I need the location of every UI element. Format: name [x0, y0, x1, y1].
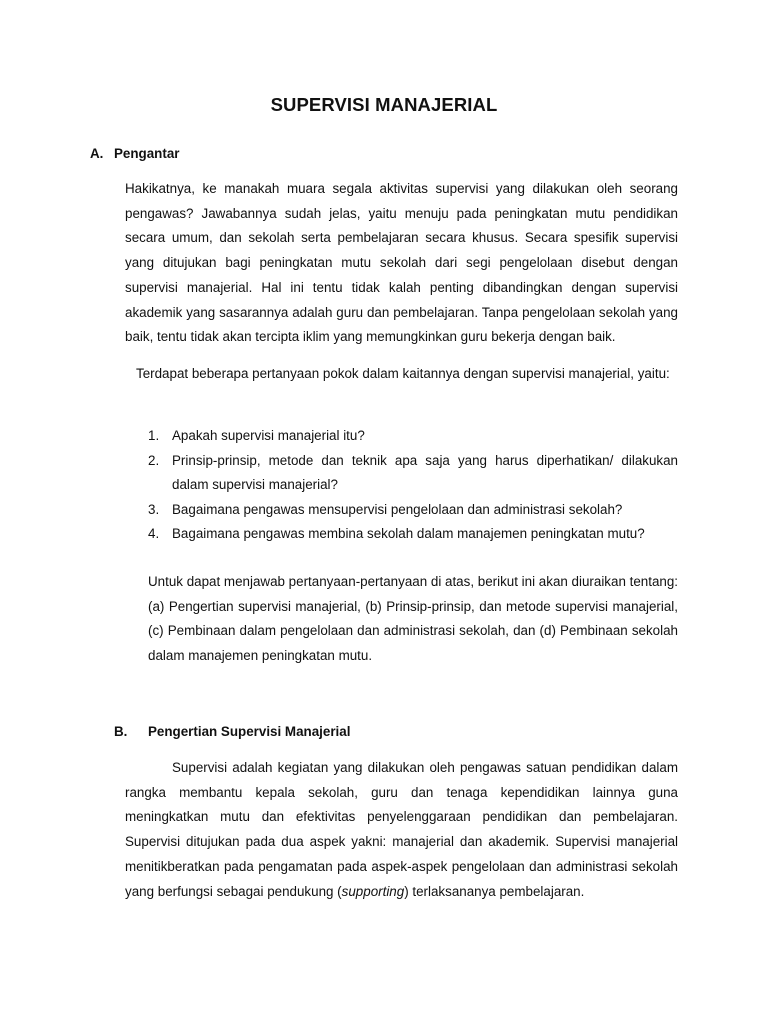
document-title: SUPERVISI MANAJERIAL [270, 94, 498, 115]
section-a-paragraph-2: Terdapat beberapa pertanyaan pokok dalam kaitannya dengan supervisi manajerial, yaitu: [136, 366, 670, 381]
section-a-number: A. [90, 146, 104, 161]
section-b-title: Pengertian Supervisi Manajerial [148, 724, 351, 739]
list-item [148, 449, 678, 498]
list-item-number: 4. [148, 526, 160, 541]
section-a-title: Pengantar [114, 146, 180, 161]
section-b-paragraph-text-end: ) terlaksananya pembelajaran. [404, 883, 585, 899]
list-item-number: 1. [148, 428, 160, 443]
list-item-text: Apakah supervisi manajerial itu? [172, 428, 365, 443]
section-a-heading [90, 146, 179, 161]
section-b-heading [114, 724, 350, 739]
list-item [148, 424, 678, 449]
section-a-paragraph-1: Hakikatnya, ke manakah muara segala aktivitas supervisi yang dilakukan oleh seorang pengawas? Jawabannya sudah jelas, yaitu menuju pada peningkatan mutu pendidikan secara umum, dan sekolah serta pembelajaran secara khusus. Secara spesifik supervisi yang ditujukan bagi peningkatan mutu sekolah dari segi pengelolaan disebut dengan supervisi manajerial. Hal ini tentu tidak kalah penting dibandingkan dengan supervisi akademik yang sasarannya adalah guru dan pembelajaran. Tanpa pengelolaan sekolah yang baik, tentu tidak akan tercipta iklim yang memungkinkan guru bekerja dengan baik. [125, 181, 678, 345]
list-item-number: 2. [148, 452, 160, 468]
list-item-text: Bagaimana pengawas mensupervisi pengelolaan dan administrasi sekolah? [172, 501, 623, 517]
list-item [148, 498, 678, 523]
section-b-number: B. [114, 724, 128, 739]
section-b-paragraph-text: Supervisi adalah kegiatan yang dilakukan oleh pengawas satuan pendidikan dalam rangka membantu kepala sekolah, guru dan tenaga kependidikan lainnya guna meningkatkan mutu dan efektivitas penyelenggaraan pendidikan dan pembelajaran. Supervisi ditujukan pada dua aspek yakni: manajerial dan akademik. Supervisi manajerial menitikberatkan pada pengamatan pada aspek-aspek pengelolaan dan administrasi sekolah yang berfungsi sebagai pendukung ( [125, 760, 678, 899]
list-item-number: 3. [148, 501, 160, 517]
section-b-paragraph-1 [125, 756, 678, 904]
section-b-paragraph-italic: supporting [341, 883, 405, 899]
list-item-text: Prinsip-prinsip, metode dan teknik apa saja yang harus diperhatikan/ dilakukan dalam supervisi manajerial? [172, 452, 678, 492]
questions-list [148, 424, 678, 547]
list-item [148, 522, 678, 547]
list-item-text: Bagaimana pengawas membina sekolah dalam manajemen peningkatan mutu? [172, 526, 645, 541]
section-a-paragraph-3: Untuk dapat menjawab pertanyaan-pertanyaan di atas, berikut ini akan diuraikan tentang: (a) Pengertian supervisi manajerial, (b) Prinsip-prinsip, dan metode supervisi manajerial, (c) Pembinaan dalam pengelolaan dan administrasi sekolah, dan (d) Pembinaan sekolah dalam manajemen peningkatan mutu. [148, 574, 679, 664]
